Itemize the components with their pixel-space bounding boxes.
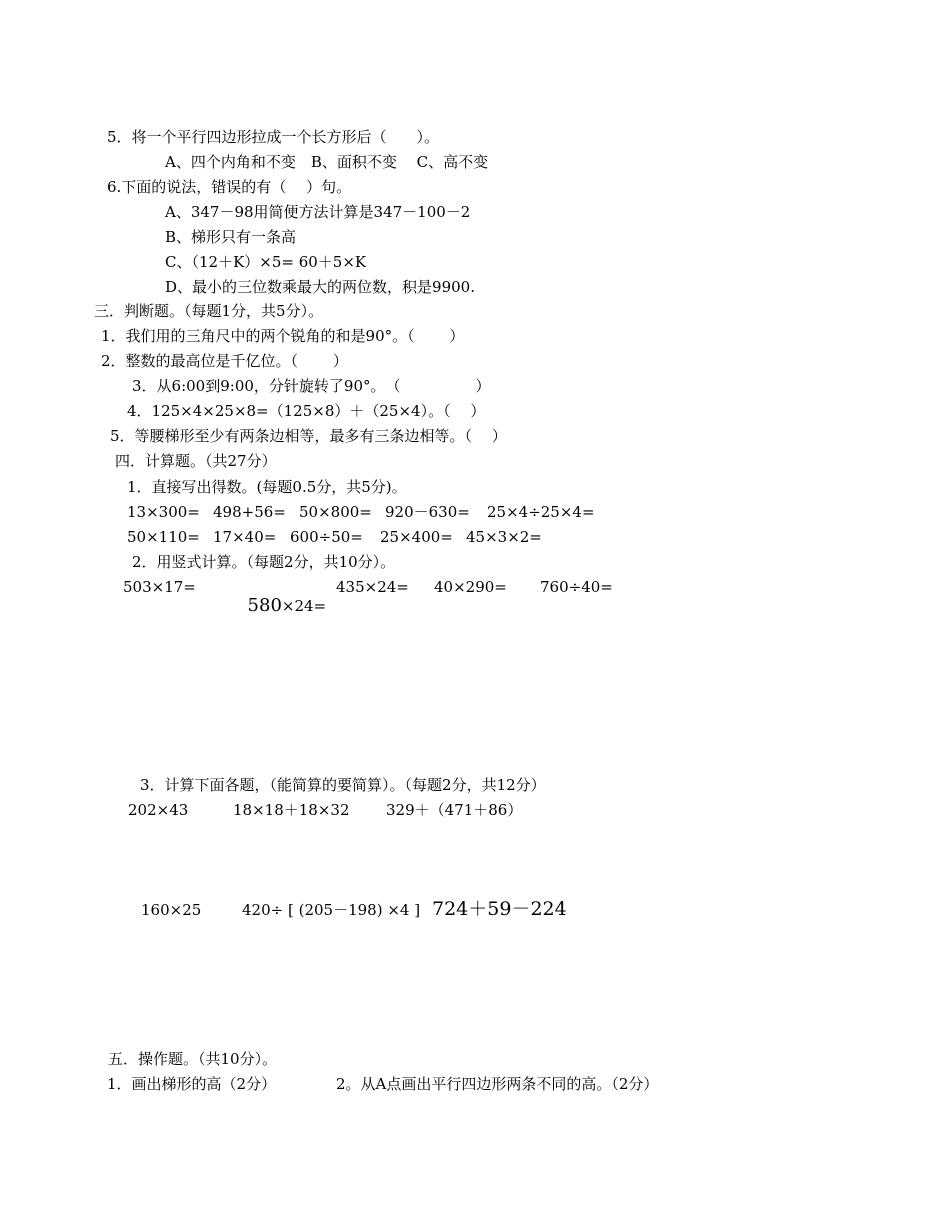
vertical-calc-2-rest: ×24= bbox=[281, 597, 327, 615]
q6-option-a: A、347－98用简便方法计算是347－100－2 bbox=[165, 203, 471, 221]
section-4-heading: 四．计算题。（共27分） bbox=[115, 452, 277, 470]
mixed-calc-3: 329＋（471＋86） bbox=[386, 801, 523, 819]
calc-2-5: 45×3×2= bbox=[466, 528, 542, 546]
vertical-calc-2-number: 580 bbox=[247, 595, 282, 616]
judge-item-5: 5．等腰梯形至少有两条边相等，最多有三条边相等。（ ） bbox=[110, 427, 507, 445]
calc-1-1: 13×300= bbox=[127, 503, 200, 521]
q6-stem: 6.下面的说法，错误的有（ ）句。 bbox=[107, 178, 352, 196]
part-2-title: 2．用竖式计算。（每题2分，共10分）。 bbox=[132, 553, 396, 571]
part-1-title: 1．直接写出得数。(每题0.5分，共5分)。 bbox=[127, 478, 407, 496]
calc-1-2: 498+56= bbox=[213, 503, 286, 521]
vertical-calc-2 bbox=[238, 576, 326, 616]
section-3-heading: 三．判断题。（每题1分，共5分）。 bbox=[94, 302, 324, 320]
calc-2-3: 600÷50= bbox=[290, 528, 363, 546]
calc-2-1: 50×110= bbox=[127, 528, 200, 546]
q5-options: A、四个内角和不变 B、面积不变 C、高不变 bbox=[165, 153, 489, 171]
q6-option-c: C、（12＋K）×5= 60＋5×K bbox=[165, 253, 367, 271]
operation-item-2: 2。从A点画出平行四边形两条不同的高。（2分） bbox=[336, 1075, 659, 1093]
mixed-calc-5: 420÷ [ (205－198) ×4 ] bbox=[242, 901, 421, 919]
calc-1-4: 920－630= bbox=[385, 503, 470, 521]
operation-item-1: 1．画出梯形的高（2分） bbox=[107, 1075, 277, 1093]
q5-stem: 5．将一个平行四边形拉成一个长方形后（ ）。 bbox=[107, 128, 440, 146]
judge-item-2: 2．整数的最高位是千亿位。（ ） bbox=[101, 352, 348, 370]
vertical-calc-5: 760÷40= bbox=[540, 578, 613, 596]
judge-item-4: 4．125×4×25×8=（125×8）＋（25×4）。（ ） bbox=[127, 402, 486, 420]
calc-1-5: 25×4÷25×4= bbox=[487, 503, 595, 521]
mixed-calc-1: 202×43 bbox=[128, 801, 189, 819]
vertical-calc-3: 435×24= bbox=[336, 578, 409, 596]
mixed-calc-6: 724＋59－224 bbox=[432, 898, 567, 920]
q6-option-b: B、梯形只有一条高 bbox=[165, 228, 297, 246]
calc-2-2: 17×40= bbox=[213, 528, 277, 546]
part-3-title: 3．计算下面各题，（能简算的要简算）。（每题2分，共12分） bbox=[140, 776, 546, 794]
judge-item-3: 3．从6:00到9:00，分针旋转了90°。 （ ） bbox=[132, 377, 491, 395]
vertical-calc-4: 40×290= bbox=[434, 578, 507, 596]
judge-item-1: 1．我们用的三角尺中的两个锐角的和是90°。（ ） bbox=[101, 327, 465, 345]
calc-2-4: 25×400= bbox=[380, 528, 453, 546]
section-5-heading: 五．操作题。（共10分）。 bbox=[108, 1050, 278, 1068]
mixed-calc-4: 160×25 bbox=[141, 901, 202, 919]
mixed-calc-2: 18×18＋18×32 bbox=[233, 801, 350, 819]
q6-option-d: D、最小的三位数乘最大的两位数，积是9900. bbox=[165, 278, 475, 296]
vertical-calc-1: 503×17= bbox=[123, 578, 196, 596]
calc-1-3: 50×800= bbox=[299, 503, 372, 521]
